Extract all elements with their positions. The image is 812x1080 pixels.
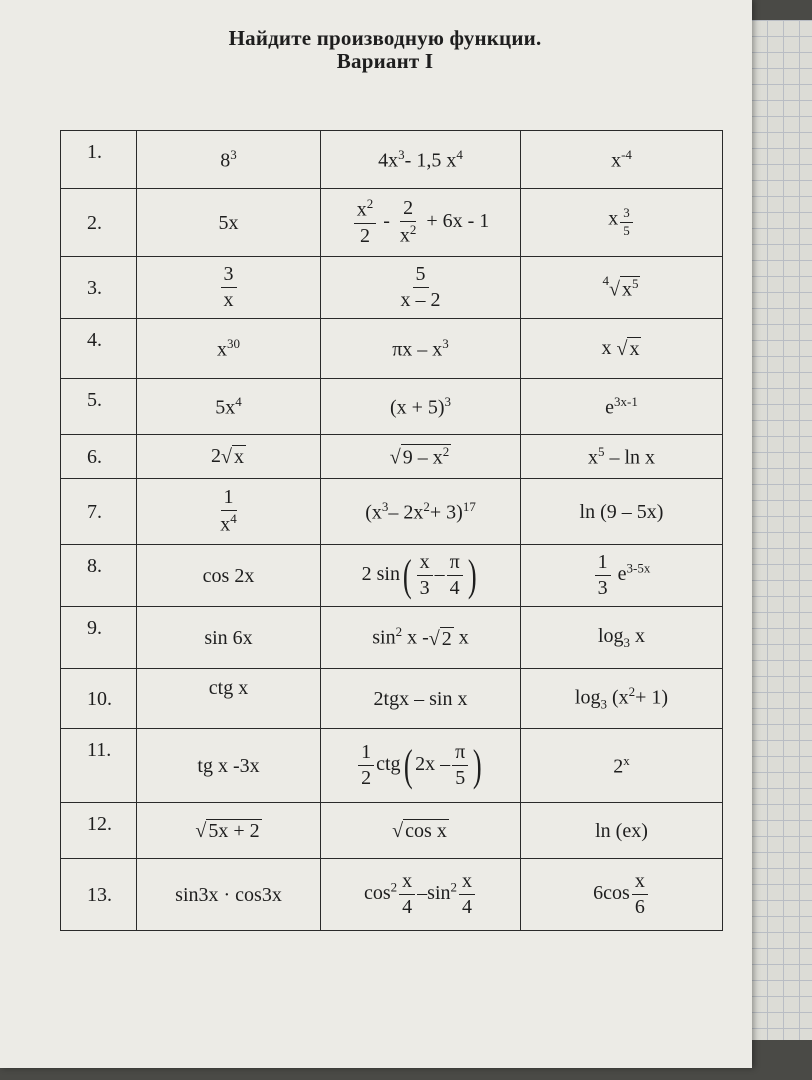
cell-function: $\frac{1}{2}$ ctg( 2x – $\frac{\pi}{5}$ ): [321, 729, 521, 803]
cell-function: √ cos x: [321, 803, 521, 859]
cell-function: x √ x: [521, 319, 723, 379]
table-row: [61, 257, 723, 319]
cell-function: 2$^x$: [521, 729, 723, 803]
row-number: 5.: [61, 379, 137, 435]
cell-function: x $\frac{3}{5}$: [521, 189, 723, 257]
cell-function: √ 5x + 2: [137, 803, 321, 859]
row-number: 6.: [61, 435, 137, 479]
row-number: 11.: [61, 729, 137, 803]
cell-function: 6cos $\frac{x}{6}$: [521, 859, 723, 931]
cell-function: $\frac{x^2}{2}$ - $\frac{2}{x^2}$ + 6x - 1: [321, 189, 521, 257]
table-row: [61, 379, 723, 435]
cell-function: $^4$√ $x^5$: [521, 257, 723, 319]
cell-function: $4x^3-$ 1,5 $x^4$: [321, 131, 521, 189]
cell-function: ln (9 – 5x): [521, 479, 723, 545]
table-row: [61, 859, 723, 931]
cell-function: tg x -3x: [137, 729, 321, 803]
cell-function: 2√ x: [137, 435, 321, 479]
cell-function: sin3x · cos3x: [137, 859, 321, 931]
row-number: 13.: [61, 859, 137, 931]
cell-function: sin 6x: [137, 607, 321, 669]
row-number: 3.: [61, 257, 137, 319]
cell-function: cos 2x: [137, 545, 321, 607]
cell-function: 2tgx – sin x: [321, 669, 521, 729]
cell-function: 5x: [137, 189, 321, 257]
table-row: [61, 189, 723, 257]
cell-function: $\frac{5}{x - 2}$: [321, 257, 521, 319]
table-row: [61, 319, 723, 379]
cell-function: $(x + 5)^3$: [321, 379, 521, 435]
table-row: [61, 131, 723, 189]
cell-function: $\log_3 x$: [521, 607, 723, 669]
cell-function: $8^3$: [137, 131, 321, 189]
cell-function: πx – $x^3$: [321, 319, 521, 379]
row-number: 1.: [61, 131, 137, 189]
cell-function: 2 sin( $\frac{x}{3}$ – $\frac{\pi}{4}$ ): [321, 545, 521, 607]
cell-function: $5x^4$: [137, 379, 321, 435]
cell-function: $\cos^2$ $\frac{x}{4}$ $-\sin^2$ $\frac{x}{4}$: [321, 859, 521, 931]
table-row: [61, 803, 723, 859]
cell-function: √ $9 - x^2$: [321, 435, 521, 479]
table-row: [61, 435, 723, 479]
cell-function: ($x^3-$ $2x^2+ 3)^{17}$: [321, 479, 521, 545]
cell-function: $x^{-4}$: [521, 131, 723, 189]
table-row: [61, 545, 723, 607]
table-row: [61, 607, 723, 669]
row-number: 7.: [61, 479, 137, 545]
cell-function: $e^{3x-1}$: [521, 379, 723, 435]
derivative-table: [60, 130, 723, 931]
table-row: [61, 729, 723, 803]
row-number: 2.: [61, 189, 137, 257]
cell-function: $\frac{1}{x^4}$: [137, 479, 321, 545]
row-number: 12.: [61, 803, 137, 859]
table-row: [61, 669, 723, 729]
table-row: [61, 479, 723, 545]
cell-function: $x^5$ – ln x: [521, 435, 723, 479]
cell-function: $x^{30}$: [137, 319, 321, 379]
row-number: 9.: [61, 607, 137, 669]
cell-function: $\log_3 (x^2+ 1)$: [521, 669, 723, 729]
row-number: 10.: [61, 669, 137, 729]
cell-function: $\sin^2 x$ -√ 2 x: [321, 607, 521, 669]
cell-function: $\frac{3}{x}$: [137, 257, 321, 319]
row-number: 8.: [61, 545, 137, 607]
cell-function: ctg x: [137, 669, 321, 729]
cell-function: $\frac{1}{3}$ $e^{3-5x}$: [521, 545, 723, 607]
page-title: Найдите производную функции.: [228, 26, 542, 50]
row-number: 4.: [61, 319, 137, 379]
variant-label: Вариант I: [336, 49, 434, 73]
cell-function: ln (ex): [521, 803, 723, 859]
